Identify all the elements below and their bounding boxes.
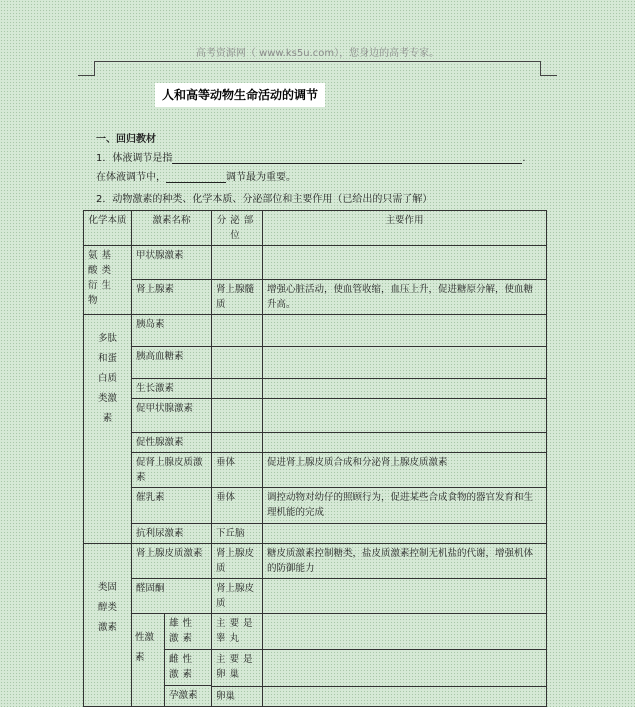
frame-corner-right	[540, 61, 541, 75]
hormone-name: 胰岛素	[132, 315, 212, 347]
section-heading: 一、回归教材	[96, 134, 156, 145]
frame-top-border	[94, 61, 540, 62]
table-row	[84, 246, 547, 280]
hormone-name: 醛固酮	[132, 579, 212, 614]
question-1-text: 1．体液调节是指	[96, 153, 173, 164]
hormone-site: 肾上腺皮质	[212, 544, 263, 579]
question-1b-prefix: 在体液调节中，	[96, 172, 166, 183]
table-row	[84, 280, 547, 315]
hormone-site: 垂体	[212, 453, 263, 488]
question-1b-suffix: 调节最为重要。	[226, 172, 296, 183]
hormone-site[interactable]	[212, 399, 263, 433]
hormone-site[interactable]	[212, 379, 263, 399]
hormone-site: 垂体	[212, 488, 263, 524]
hormone-site: 卵巢	[212, 686, 263, 706]
hormone-effect[interactable]	[263, 524, 547, 544]
answer-blank-1[interactable]	[172, 152, 522, 164]
hormone-table	[83, 210, 547, 707]
header-nature: 化学本质	[84, 211, 132, 246]
table-row	[84, 579, 547, 614]
hormone-name: 肾上腺皮质激素	[132, 544, 212, 579]
hormone-name: 生长激素	[132, 379, 212, 399]
hormone-site: 主要是睾丸	[212, 614, 263, 650]
hormone-name: 雌性激素	[165, 650, 211, 686]
question-1-end: ．	[522, 153, 533, 164]
document-title: 人和高等动物生命活动的调节	[155, 83, 325, 107]
hormone-site: 肾上腺皮质	[212, 579, 263, 614]
hormone-name: 促甲状腺激素	[132, 399, 212, 433]
hormone-effect: 增强心脏活动，使血管收缩，血压上升，促进糖原分解，使血糖升高。	[263, 280, 547, 315]
hormone-name: 甲状腺激素	[132, 246, 212, 280]
answer-blank-2[interactable]	[166, 171, 226, 183]
hormone-name: 孕激素	[169, 690, 198, 701]
hormone-name: 胰高血糖素	[132, 347, 212, 379]
hormone-effect[interactable]	[263, 246, 547, 280]
hormone-name: 促肾上腺皮质激素	[132, 453, 212, 488]
hormone-site: 主要是卵巢	[212, 650, 263, 686]
question-2: 2．动物激素的种类、化学本质、分泌部位和主要作用（已给出的只需了解）	[96, 194, 433, 205]
group-amino: 氨基酸类衍生物	[84, 246, 132, 315]
table-row	[84, 315, 547, 347]
hormone-effect[interactable]	[263, 579, 547, 614]
header-effect: 主要作用	[263, 211, 547, 246]
table-row	[84, 433, 547, 453]
group-protein: 多肽和蛋白质类激素	[84, 315, 132, 544]
hormone-effect: 调控动物对幼仔的照顾行为，促进某些合成食物的器官发育和生理机能的完成	[263, 488, 547, 524]
table-row	[84, 614, 547, 650]
hormone-name: 抗利尿激素	[132, 524, 212, 544]
table-row	[84, 379, 547, 399]
hormone-effect[interactable]	[263, 399, 547, 433]
table-row	[84, 453, 547, 488]
hormone-effect: 糖皮质激素控制糖类，盐皮质激素控制无机盐的代谢，增强机体的防御能力	[263, 544, 547, 579]
header-name: 激素名称	[132, 211, 212, 246]
hormone-effect[interactable]	[263, 614, 547, 650]
hormone-site: 下丘脑	[212, 524, 263, 544]
hormone-name: 肾上腺素	[132, 280, 212, 315]
question-1b	[96, 168, 296, 183]
hormone-site[interactable]	[212, 347, 263, 379]
frame-corner-left-h	[78, 75, 95, 76]
hormone-name: 雄性激素	[165, 614, 211, 650]
hormone-effect[interactable]	[263, 686, 547, 706]
table-row	[84, 488, 547, 524]
hormone-site[interactable]	[212, 246, 263, 280]
table-header-row	[84, 211, 547, 246]
hormone-name: 促性腺激素	[132, 433, 212, 453]
frame-corner-right-h	[540, 75, 557, 76]
hormone-name: 催乳素	[132, 488, 212, 524]
hormone-site[interactable]	[212, 315, 263, 347]
sex-hormone-cell	[132, 614, 212, 707]
table-row	[84, 524, 547, 544]
table-row	[84, 399, 547, 433]
table-row	[84, 544, 547, 579]
hormone-effect: 促进肾上腺皮质合成和分泌肾上腺皮质激素	[263, 453, 547, 488]
question-1	[96, 149, 532, 164]
group-steroid: 类固醇类激素	[84, 544, 132, 707]
page-header: 高考资源网（ www.ks5u.com），您身边的高考专家。	[195, 48, 440, 59]
hormone-effect[interactable]	[263, 650, 547, 686]
table-row	[84, 347, 547, 379]
hormone-effect[interactable]	[263, 433, 547, 453]
hormone-effect[interactable]	[263, 347, 547, 379]
hormone-site[interactable]	[212, 433, 263, 453]
header-site: 分泌部位	[212, 211, 263, 246]
hormone-effect[interactable]	[263, 315, 547, 347]
hormone-effect[interactable]	[263, 379, 547, 399]
group-sex: 性激素	[132, 614, 165, 706]
frame-corner-left	[94, 61, 95, 75]
hormone-site: 肾上腺髓质	[212, 280, 263, 315]
